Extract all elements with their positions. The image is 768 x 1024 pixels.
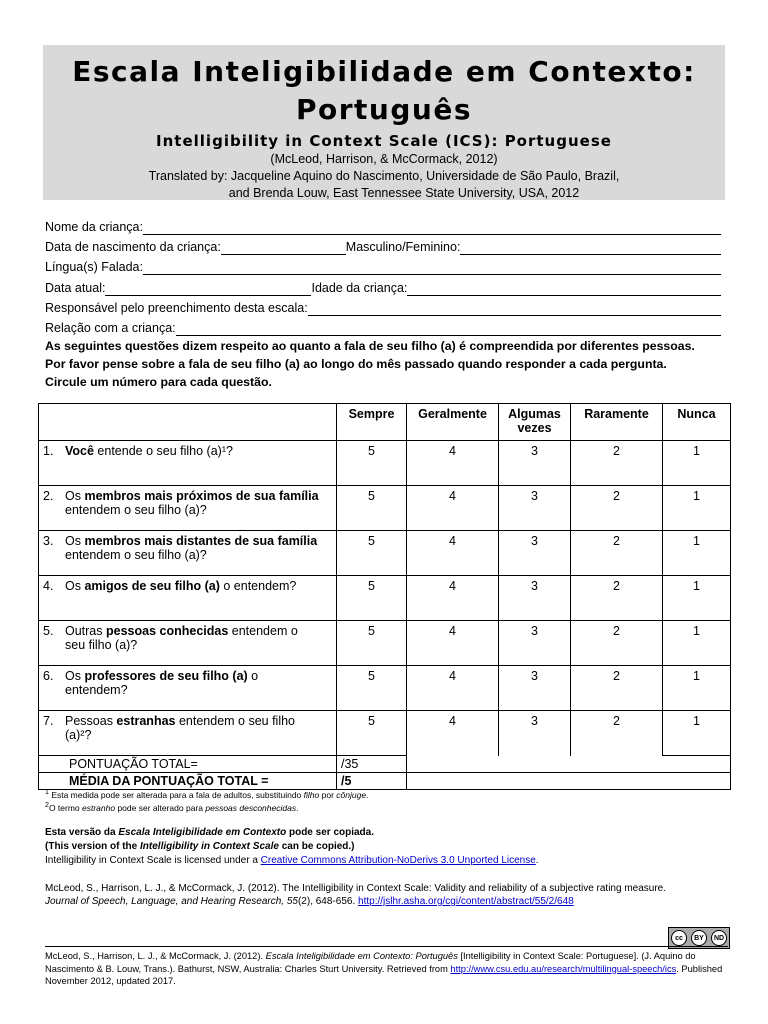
rating-table: [38, 403, 731, 790]
score-option[interactable]: 2: [571, 711, 663, 756]
relation-blank[interactable]: [176, 322, 721, 336]
relation-label: Relação com a criança:: [45, 321, 176, 335]
score-option[interactable]: 2: [571, 531, 663, 576]
score-option[interactable]: 1: [663, 666, 731, 711]
score-option[interactable]: 5: [337, 576, 407, 621]
score-option[interactable]: 5: [337, 486, 407, 531]
question-cell: 5. Outras pessoas conhecidas entendem o seu filho (a)?: [39, 621, 337, 666]
column-header: Geralmente: [407, 404, 499, 441]
license-link[interactable]: Creative Commons Attribution-NoDerivs 3.0 Unported License: [260, 855, 536, 866]
cc-icon: cc: [671, 930, 687, 946]
table-row: [39, 531, 731, 576]
responsible-label: Responsável pelo preenchimento desta escala:: [45, 301, 308, 315]
score-option[interactable]: 1: [663, 711, 731, 756]
table-header-row: [39, 404, 731, 441]
score-option[interactable]: 5: [337, 531, 407, 576]
copy-permission-en: (This version of the Intelligibility in Context Scale can be copied.): [45, 841, 355, 852]
child-name-blank[interactable]: [143, 221, 721, 235]
mean-value: /5: [337, 773, 407, 790]
score-option[interactable]: 4: [407, 441, 499, 486]
score-option[interactable]: 4: [407, 666, 499, 711]
score-option[interactable]: 4: [407, 486, 499, 531]
footnote-1: $^1$ Esta medida pode ser alterada para a fala de adultos, substituindo filho por cônjuge.: [45, 788, 369, 800]
score-option[interactable]: 3: [499, 711, 571, 756]
score-option[interactable]: 5: [337, 711, 407, 756]
score-option[interactable]: 5: [337, 666, 407, 711]
score-option[interactable]: 2: [571, 441, 663, 486]
relation-field[interactable]: [45, 318, 721, 336]
total-label: PONTUAÇÃO TOTAL=: [39, 756, 337, 773]
score-option[interactable]: 1: [663, 486, 731, 531]
score-option[interactable]: 4: [407, 576, 499, 621]
total-value: /35: [337, 756, 407, 773]
sex-label: Masculino/Feminino:: [345, 240, 461, 254]
table-row: [39, 711, 731, 756]
current-date-label: Data atual:: [45, 281, 106, 295]
question-cell: 2. Os membros mais próximos de sua família entendem o seu filho (a)?: [39, 486, 337, 531]
license-line: Intelligibility in Context Scale is licensed under a Creative Commons Attribution-NoDerivs 3.0 Unported License.: [45, 855, 539, 866]
footnote-2: $^2$O termo estranho pode ser alterado para pessoas desconhecidas.: [45, 801, 299, 813]
date-age-field[interactable]: [45, 278, 721, 296]
reference-link[interactable]: http://jslhr.asha.org/cgi/content/abstract/55/2/648: [358, 896, 574, 907]
table-row: [39, 621, 731, 666]
score-option[interactable]: 4: [407, 711, 499, 756]
score-option[interactable]: 2: [571, 576, 663, 621]
score-option[interactable]: 1: [663, 576, 731, 621]
footer-divider: [45, 946, 728, 947]
child-name-label: Nome da criança:: [45, 220, 143, 234]
instructions: [45, 337, 725, 391]
column-header: Nunca: [663, 404, 731, 441]
score-option[interactable]: 4: [407, 531, 499, 576]
score-option[interactable]: 2: [571, 621, 663, 666]
subtitle: Intelligibility in Context Scale (ICS): Portuguese: [156, 132, 612, 150]
table-row: [39, 666, 731, 711]
question-cell: 1. Você entende o seu filho (a)¹?: [39, 441, 337, 486]
instructions-line-2: Por favor pense sobre a fala de seu filho (a) ao longo do mês passado quando responder a cada pergunta.: [45, 357, 667, 371]
header-blank: [39, 404, 337, 441]
mean-label: MÉDIA DA PONTUAÇÃO TOTAL =: [39, 773, 337, 790]
question-cell: 6. Os professores de seu filho (a) o entendem?: [39, 666, 337, 711]
column-header: Raramente: [571, 404, 663, 441]
birth-date-label: Data de nascimento da criança:: [45, 240, 221, 254]
total-row: [39, 756, 731, 773]
child-age-label: Idade da criança:: [311, 281, 408, 295]
sex-blank[interactable]: [460, 241, 721, 255]
title-line-2: Português: [295, 93, 473, 126]
table-row: [39, 576, 731, 621]
current-date-blank[interactable]: [105, 282, 311, 296]
nd-icon: ND: [711, 930, 727, 946]
score-option[interactable]: 3: [499, 621, 571, 666]
instructions-line-3: Circule um número para cada questão.: [45, 375, 272, 389]
child-name-field[interactable]: [45, 217, 721, 235]
question-cell: 4. Os amigos de seu filho (a) o entendem?: [39, 576, 337, 621]
score-option[interactable]: 2: [571, 486, 663, 531]
question-cell: 3. Os membros mais distantes de sua família entendem o seu filho (a)?: [39, 531, 337, 576]
translators-line-2: and Brenda Louw, East Tennessee State University, USA, 2012: [228, 186, 580, 200]
by-icon: BY: [691, 930, 707, 946]
score-option[interactable]: 3: [499, 441, 571, 486]
copy-permission-pt: Esta versão da Escala Inteligibilidade em Contexto pode ser copiada.: [45, 827, 375, 838]
score-option[interactable]: 4: [407, 621, 499, 666]
footer-link[interactable]: http://www.csu.edu.au/research/multilingual-speech/ics: [450, 963, 677, 974]
score-option[interactable]: 1: [663, 531, 731, 576]
score-option[interactable]: 3: [499, 486, 571, 531]
reference-line-2: Journal of Speech, Language, and Hearing Research, 55(2), 648-656. http://jslhr.asha.org/cgi/content/abstract/55/2/648: [45, 896, 574, 907]
score-option[interactable]: 3: [499, 576, 571, 621]
instructions-line-1: As seguintes questões dizem respeito ao quanto a fala de seu filho (a) é compreendida por diferentes pessoas.: [45, 339, 695, 353]
column-header: Algumas vezes: [499, 404, 571, 441]
authors: (McLeod, Harrison, & McCormack, 2012): [270, 152, 498, 166]
birth-sex-field[interactable]: [45, 237, 721, 255]
score-option[interactable]: 5: [337, 621, 407, 666]
score-option[interactable]: 1: [663, 621, 731, 666]
responsible-field[interactable]: [45, 298, 721, 316]
footer-citation: McLeod, S., Harrison, L. J., & McCormack, J. (2012). Escala Inteligibilidade em Contexto: Português [Intelligibility in Context Scale: Portuguese]. (J. Aquino do Nascimento & B. Louw, Trans.). Bathurst, NSW, Australia: Charles Sturt University. Retrieved from http://www.csu.edu.au/research/multilingual-speech/ics. Published November 2012, updated 2017.: [45, 951, 723, 986]
language-blank[interactable]: [143, 261, 721, 275]
score-option[interactable]: 3: [499, 531, 571, 576]
column-header: Sempre: [337, 404, 407, 441]
score-option[interactable]: 5: [337, 441, 407, 486]
score-option[interactable]: 3: [499, 666, 571, 711]
birth-date-blank[interactable]: [221, 241, 346, 255]
reference: [45, 882, 730, 908]
language-label: Língua(s) Falada:: [45, 260, 143, 274]
score-option[interactable]: 1: [663, 441, 731, 486]
score-option[interactable]: 2: [571, 666, 663, 711]
table-row: [39, 441, 731, 486]
title-banner: [43, 45, 725, 200]
child-age-blank[interactable]: [407, 282, 721, 296]
reference-line-1: McLeod, S., Harrison, L. J., & McCormack, J. (2012). The Intelligibility in Context Scale: Validity and reliability of a subjective rating measure.: [45, 883, 667, 894]
responsible-blank[interactable]: [308, 302, 721, 316]
question-cell: 7. Pessoas estranhas entendem o seu filho (a)²?: [39, 711, 337, 756]
title-line-1: Escala Inteligibilidade em Contexto:: [72, 55, 696, 88]
table-row: [39, 486, 731, 531]
translators-line-1: Translated by: Jacqueline Aquino do Nascimento, Universidade de São Paulo, Brazil,: [148, 169, 620, 183]
language-field[interactable]: [45, 257, 721, 275]
